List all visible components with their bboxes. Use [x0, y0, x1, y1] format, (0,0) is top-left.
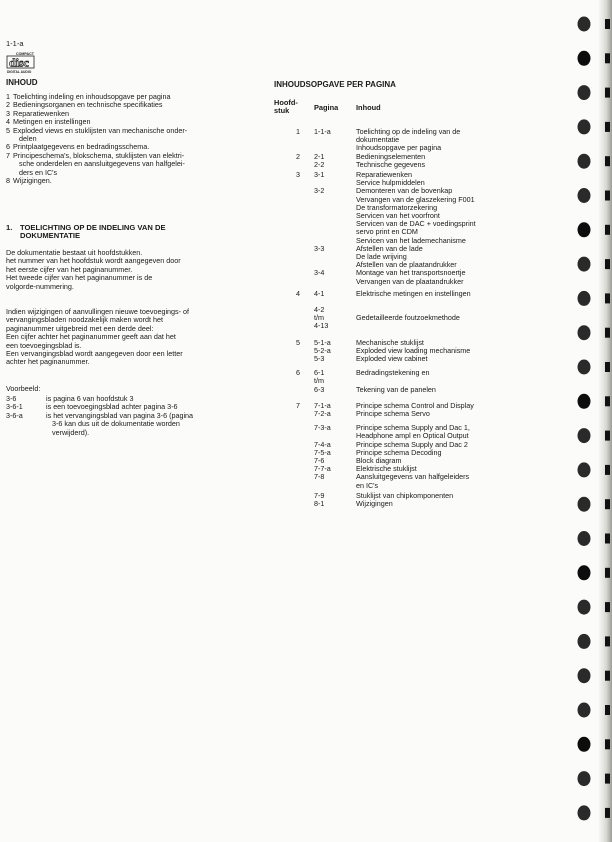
toc-content: dokumentatie: [356, 135, 400, 145]
toc-content: Principe schema Servo: [356, 409, 430, 418]
binder-hole: [578, 360, 591, 375]
section-1-title-line1: TOELICHTING OP DE INDELING VAN DE: [20, 223, 166, 232]
binder-tab: [605, 774, 610, 784]
binder-hole: [578, 222, 591, 237]
toc-content: Inhoudsopgave per pagina: [356, 143, 442, 153]
paragraph-line: volgorde-nummering.: [6, 281, 74, 291]
paragraph-1: [6, 249, 258, 291]
binder-hole: [578, 737, 591, 752]
toc-content: Afstellen van de lade: [356, 243, 423, 253]
toc-chapter: 5: [296, 337, 300, 347]
toc-content: Service hulpmiddelen: [356, 178, 425, 188]
toc-content: Bedradingstekening en: [356, 368, 430, 378]
section-1-title-line2: DOKUMENTATIE: [20, 231, 81, 241]
toc-content: Tekening van de panelen: [356, 384, 436, 394]
contents-list: [6, 93, 258, 185]
paragraph-line: Indien wijzigingen of aanvullingen nieuwe toevoegings- of: [6, 307, 190, 316]
toc-page: 4-2: [314, 305, 325, 314]
example-code: 3-6: [6, 394, 17, 403]
toc-content: Servicen van het lademechanisme: [356, 235, 466, 245]
binder-tab: [605, 293, 610, 303]
contents-item-text: Metingen en instellingen: [13, 117, 91, 127]
toc-chapter: 7: [296, 400, 300, 410]
contents-item-num: 3: [6, 108, 10, 118]
toc-chapter: 1: [296, 127, 300, 136]
paragraph-line: achter het paginanummer.: [6, 357, 90, 367]
example-code: 3-6-a: [6, 410, 23, 420]
toc-header-chapter-line2: stuk: [274, 106, 290, 116]
toc-content: Bedieningselementen: [356, 151, 426, 161]
toc-content: Wijzigingen: [356, 499, 393, 508]
binder-tab: [605, 328, 610, 338]
toc-page: 7-7-a: [314, 464, 331, 474]
binder-hole: [578, 51, 591, 66]
toc-page: t/m: [314, 376, 324, 386]
page-number: 1-1-a: [6, 39, 24, 48]
contents-item-num: 2: [6, 100, 10, 110]
binder-tab: [605, 88, 610, 98]
toc-chapter: 4: [296, 288, 300, 298]
binder-hole: [578, 565, 591, 580]
binder-tab: [605, 156, 610, 166]
toc-content: De transformatorzekering: [356, 202, 438, 212]
paragraph-line: Het tweede cijfer van het paginanummer is de: [6, 273, 153, 283]
logo-bottom-text: DIGITAL AUDIO: [7, 70, 32, 74]
toc-content: Principe schema Supply and Dac 2: [356, 439, 468, 449]
section-1-num: 1.: [6, 223, 13, 232]
toc-page: 7-3-a: [314, 423, 331, 433]
binder-tab: [605, 122, 610, 132]
binder-hole: [578, 394, 591, 409]
toc-page: 7-4-a: [314, 439, 331, 449]
binder-hole: [578, 291, 591, 306]
toc-chapter: 3: [296, 170, 300, 179]
contents-item-num: 4: [6, 117, 10, 127]
toc-content: Afstellen van de plaatandrukker: [356, 260, 457, 270]
toc-content: Aansluitgegevens van halfgeleiders: [356, 472, 470, 482]
toc-content: Elektrische stuklijst: [356, 464, 417, 474]
example-desc: is pagina 6 van hoofdstuk 3: [46, 394, 134, 403]
binder-tab: [605, 465, 610, 475]
binder-hole: [578, 325, 591, 340]
toc-header-content: Inhoud: [356, 103, 381, 112]
binder-edge: [562, 0, 612, 842]
toc-content: Servicen van het voorfront: [356, 211, 440, 220]
binder-tab: [605, 636, 610, 646]
toc-chapter: 2: [296, 151, 300, 161]
toc-chapter: 6: [296, 368, 300, 378]
binder-tab: [605, 53, 610, 63]
toc-content: Headphone ampl en Optical Output: [356, 431, 469, 441]
contents-item-num: 5: [6, 125, 10, 135]
contents-item-text: Reparatiewenken: [13, 108, 69, 118]
toc-content: Stuklijst van chipkomponenten: [356, 490, 454, 500]
paragraph-line: De dokumentatie bestaat uit hoofdstukken.: [6, 248, 143, 257]
toc-content: Reparatiewenken: [356, 170, 412, 179]
toc-content: Servicen van de DAC + voedingsprint: [356, 219, 476, 229]
toc-page: 4-13: [314, 321, 329, 331]
toc-content: Demonteren van de bovenkap: [356, 186, 453, 196]
examples-list: [6, 395, 258, 437]
binder-hole: [578, 805, 591, 820]
toc-content: Principe schema Supply and Dac 1,: [356, 423, 470, 433]
binder-hole: [578, 188, 591, 203]
binder-tab: [605, 19, 610, 29]
toc-page: 5-2-a: [314, 345, 331, 355]
contents-item: [6, 177, 258, 185]
contents-item-num: 6: [6, 142, 10, 152]
contents-item-text: Printplaatgegevens en bedradingsschema.: [13, 142, 150, 152]
binder-hole: [578, 703, 591, 718]
toc-content: Toelichting op de indeling van de: [356, 127, 461, 136]
toc-content: Exploded view loading mechanisme: [356, 345, 471, 355]
contents-item-num: 8: [6, 176, 10, 186]
binder-tab: [605, 499, 610, 509]
binder-hole: [578, 257, 591, 272]
toc-page: 6-3: [314, 384, 325, 394]
binder-tab: [605, 602, 610, 612]
toc-page: 8-1: [314, 499, 325, 508]
binder-tab: [605, 259, 610, 269]
toc-header-page: Pagina: [314, 103, 339, 112]
toc-title: INHOUDSOPGAVE PER PAGINA: [274, 80, 396, 89]
toc-header-chapter: [274, 99, 298, 116]
binder-tab: [605, 362, 610, 372]
example-code: 3-6-1: [6, 402, 23, 412]
binder-tab: [605, 191, 610, 201]
contents-item-text: Exploded views en stuklijsten van mechanische onder-: [13, 125, 188, 135]
toc-content: Elektrische metingen en instellingen: [356, 288, 471, 298]
toc-content: Exploded view cabinet: [356, 354, 428, 363]
contents-item-text: Bedieningsorganen en technische specifikaties: [13, 100, 163, 110]
binder-hole: [578, 600, 591, 615]
logo-main-text: disc: [9, 55, 30, 70]
paragraph-line: het nummer van het hoofdstuk wordt aangegeven door: [6, 256, 181, 266]
toc-content: Vervangen van de plaatandrukker: [356, 276, 464, 286]
contents-item-text: Principeschema's, blokschema, stuklijsten van elektri-: [13, 150, 185, 160]
binder-hole: [578, 154, 591, 169]
logo-top-text: COMPACT: [16, 52, 34, 56]
toc-page: 7-8: [314, 472, 325, 482]
toc-page: 2-1: [314, 151, 325, 161]
toc-content: Mechanische stuklijst: [356, 337, 424, 347]
example-row-cont: [6, 429, 258, 437]
paragraph-line: Een cijfer achter het paginanummer geeft aan dat het: [6, 332, 176, 342]
example-desc: is het vervangingsblad van pagina 3-6 (pagina: [46, 410, 194, 420]
binder-hole: [578, 85, 591, 100]
toc-page: 3-3: [314, 243, 325, 253]
example-desc: is een toevoegingsblad achter pagina 3-6: [46, 402, 178, 412]
toc-content: Technische gegevens: [356, 159, 426, 169]
toc-page: 3-1: [314, 170, 325, 179]
binder-hole: [578, 428, 591, 443]
toc-page: 6-1: [314, 368, 325, 378]
binder-hole: [578, 462, 591, 477]
toc-page: 3-4: [314, 268, 325, 278]
paragraph-line: vervangingsbladen noodzakelijk maken wordt het: [6, 315, 164, 325]
contents-item-cont-text: sche onderdelen en aansluitgegevens van halfgelei-: [19, 159, 185, 169]
toc-content: Montage van het transportsnoertje: [356, 268, 466, 278]
toc-page: 5-1-a: [314, 337, 331, 347]
contents-item: [6, 127, 258, 135]
toc-page: 7-9: [314, 490, 325, 500]
binder-hole: [578, 497, 591, 512]
binder-tab: [605, 431, 610, 441]
toc-header-chapter-line1: Hoofd-: [274, 98, 298, 107]
contents-item-text: Wijzigingen.: [13, 176, 52, 186]
binder-hole: [578, 634, 591, 649]
binder-tab: [605, 396, 610, 406]
toc-page: 2-2: [314, 159, 325, 169]
binder-hole: [578, 17, 591, 32]
toc-content: De lade wrijving: [356, 252, 407, 261]
binder-tab: [605, 739, 610, 749]
toc-content: Gedetailleerde foutzoekmethode: [356, 313, 460, 323]
toc-page: 7-5-a: [314, 447, 331, 457]
binder-hole: [578, 771, 591, 786]
binder-tab: [605, 568, 610, 578]
example-row-cont: [6, 420, 258, 428]
toc-content: Principe schema Control and Display: [356, 400, 474, 410]
example-desc: verwijderd).: [52, 427, 90, 437]
compact-disc-logo: [6, 50, 42, 76]
toc-content: en IC's: [356, 480, 379, 490]
paragraph-2: [6, 308, 258, 367]
contents-item-num: 1: [6, 92, 10, 101]
toc-page: 7-2-a: [314, 409, 331, 418]
toc-content: Principe schema Decoding: [356, 447, 442, 457]
paragraph-line: paginanummer uitgebreid met een derde deel:: [6, 323, 154, 333]
toc-content: Block diagram: [356, 456, 402, 465]
binder-tab: [605, 534, 610, 544]
paragraph-line: het eerste cijfer van het paginanummer.: [6, 264, 133, 274]
toc-page: 1-1-a: [314, 127, 331, 136]
toc-page: 5-3: [314, 354, 325, 363]
binder-hole: [578, 531, 591, 546]
binder-tab: [605, 671, 610, 681]
contents-item-cont-text: ders en IC's: [19, 167, 58, 177]
toc-content: Vervangen van de glaszekering F001: [356, 194, 475, 204]
toc-page: t/m: [314, 313, 324, 323]
toc-page: 7-1-a: [314, 400, 331, 410]
compact-disc-logo-graphic: [6, 50, 42, 76]
toc-content: servo print en CDM: [356, 227, 418, 237]
toc-page: 3-2: [314, 186, 325, 196]
contents-item-cont-text: delen: [19, 134, 37, 144]
binder-hole: [578, 668, 591, 683]
toc-page: 4-1: [314, 288, 325, 298]
toc-page: 7-6: [314, 456, 325, 465]
binder-tab: [605, 705, 610, 715]
example-desc: 3-6 kan dus uit de dokumentatie worden: [52, 419, 180, 429]
binder-tab: [605, 225, 610, 235]
contents-item-num: 7: [6, 150, 10, 160]
contents-title: INHOUD: [6, 78, 38, 87]
example-label: Voorbeeld:: [6, 384, 41, 393]
section-1-heading: [6, 224, 258, 241]
contents-item-text: Toelichting indeling en inhoudsopgave per pagina: [13, 92, 171, 101]
paragraph-line: Een vervangingsblad wordt aangegeven door een letter: [6, 349, 183, 359]
paragraph-line: een toevoegingsblad is.: [6, 340, 82, 350]
binder-tab: [605, 808, 610, 818]
binder-hole: [578, 119, 591, 134]
